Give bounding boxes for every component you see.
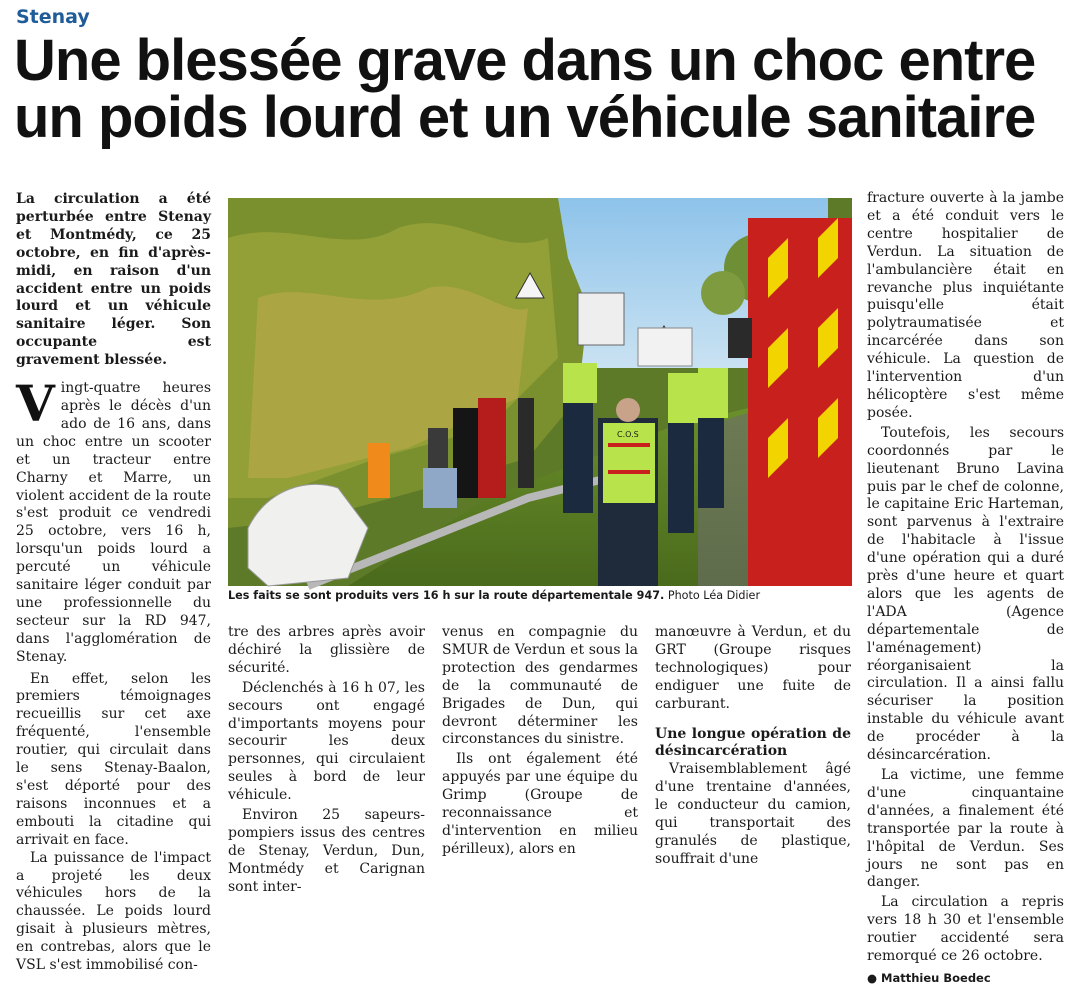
body-paragraph: Vraisemblablement âgé d'une trentaine d'années, le conducteur du camion, qui transportait des granulés de plastique, souffrait d'une [655,761,851,867]
body-paragraph: Ils ont également été appuyés par une équipe du Grimp (Groupe de reconnaissance et d'intervention en milieu périlleux), alors en [442,751,638,857]
article-lead: La circulation a été perturbée entre Stenay et Montmédy, ce 25 octobre, en fin d'après-midi, en raison d'un accident entre un poids lourd et un véhicule sanitaire léger. Son occupante est gravement blessée. [16,191,211,369]
article-column-4 [655,624,851,869]
body-paragraph: manœuvre à Verdun, et du GRT (Groupe risques technologiques) pour endiguer une fuite de carburant. [655,624,851,712]
body-paragraph: La victime, une femme d'une cinquantaine d'années, a finalement été transportée par la route à l'hôpital de Verdun. Ses jours ne sont pas en danger. [867,767,1064,891]
accident-scene-illustration [228,198,852,586]
photo-caption [228,589,852,603]
body-paragraph: fracture ouverte à la jambe et a été conduit vers le centre hospitalier de Verdun. La situation de l'ambulancière était en revanche plus inquiétante puisqu'elle était polytraumatisée et incarcérée dans son véhicule. La question de l'intervention d'un hélicoptère s'est même posée. [867,190,1064,421]
author-signature: ● Matthieu Boedec [867,970,991,985]
paragraph-text: ingt-quatre heures après le décès d'un ado de 16 ans, dans un choc entre un scooter et un tracteur entre Charny et Marre, un violent accident de la route s'est produit ce vendredi 25 octobre, vers 16 h, lorsqu'un poids lourd a percuté un véhicule sanitaire léger conduit par une professionnelle du secteur sur la RD 947, dans l'agglomération de Stenay. [16,380,211,665]
body-paragraph: Toutefois, les secours coordonnés par le lieutenant Bruno Lavina puis par le chef de colonne, le capitaine Eric Harteman, sont parvenus à l'extraire de l'habitacle à l'issue d'une opération qui a duré près d'une heure et quart alors que les agents de l'ADA (Agence départementale de l'aménagement) réorganisaient la circulation. Il a ainsi fallu sécuriser la position instable du véhicule avant de procéder à la désincarcération. [867,424,1064,764]
section-kicker: Stenay [16,6,90,28]
article-column-3 [442,624,638,859]
body-paragraph: En effet, selon les premiers témoignages recueillis sur cet axe fréquenté, l'ensemble routier, qui circulait dans le sens Stenay-Baalon, s'est déporté pour des raisons inconnues et a embouti la citadine qui arrivait en face. [16,670,211,848]
body-paragraph: La circulation a repris vers 18 h 30 et l'ensemble routier accidenté sera remorqué ce 26 octobre. [867,894,1064,965]
article-column-5 [867,190,1064,988]
photo-credit: Photo Léa Didier [667,589,761,602]
body-paragraph: tre des arbres après avoir déchiré la glissière de sécurité. [228,624,425,676]
body-paragraph: venus en compagnie du SMUR de Verdun et sous la protection des gendarmes de la communauté de Brigades de Dun, qui devront déterminer les circonstances du sinistre. [442,624,638,748]
body-paragraph [16,374,211,667]
drop-cap: V [16,374,55,434]
section-subhead: Une longue opération de désincarcération [655,725,851,760]
caption-text: Les faits se sont produits vers 16 h sur la route départementale 947. [228,589,665,602]
body-paragraph: La puissance de l'impact a projeté les deux véhicules hors de la chaussée. Le poids lourd gisait à plusieurs mètres, en contrebas, alors que le VSL s'est immobilisé con- [16,849,211,974]
vest-label: C.O.S [617,430,639,439]
article-column-1 [16,191,211,975]
article-column-2 [228,624,425,897]
body-paragraph: Environ 25 sapeurs-pompiers issus des centres de Stenay, Verdun, Dun, Montmédy et Carignan sont inter- [228,807,425,895]
article-photo [228,198,852,586]
body-paragraph: Déclenchés à 16 h 07, les secours ont engagé d'importants moyens pour secourir les deux personnes, qui circulaient seules à bord de leur véhicule. [228,679,425,804]
article-headline: Une blessée grave dans un choc entre un poids lourd et un véhicule sanitaire [14,28,1036,150]
